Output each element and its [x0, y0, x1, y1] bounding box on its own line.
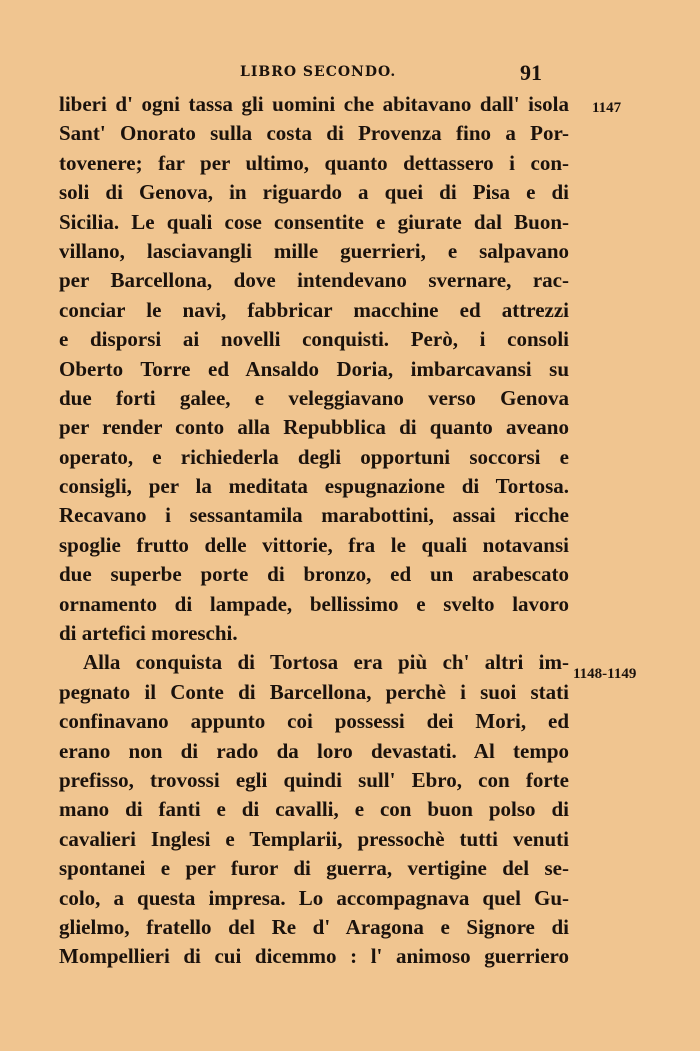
text-line: villano, lasciavangli mille guerrieri, e salpavano: [59, 238, 569, 263]
text-line: erano non di rado da loro devastati. Al tempo: [59, 738, 569, 763]
text-line: Mompellieri di cui dicemmo : l' animoso guerriero: [59, 944, 569, 969]
text-line: prefisso, trovossi egli quindi sull' Ebro, con forte: [59, 767, 569, 792]
text-line: confinavano appunto coi possessi dei Mori, ed: [59, 709, 569, 734]
text-line: colo, a questa impresa. Lo accompagnava quel Gu-: [59, 885, 569, 910]
page-number: 91: [520, 60, 542, 85]
text-line: glielmo, fratello del Re d' Aragona e Signore di: [59, 914, 569, 939]
text-line: mano di fanti e di cavalli, e con buon polso di: [59, 797, 569, 822]
text-line: tovenere; far per ultimo, quanto dettassero i con-: [59, 150, 569, 175]
text-line: e disporsi ai novelli conquisti. Però, i consoli: [59, 327, 569, 352]
text-line: consigli, per la meditata espugnazione di Tortosa.: [59, 474, 569, 499]
text-line: Sant' Onorato sulla costa di Provenza fino a Por-: [59, 121, 569, 146]
text-line: liberi d' ogni tassa gli uomini che abitavano dall' isola: [59, 92, 569, 116]
text-line: soli di Genova, in riguardo a quei di Pisa e di: [59, 180, 569, 205]
text-line: ornamento di lampade, bellissimo e svelto lavoro: [59, 591, 569, 616]
text-line: per Barcellona, dove intendevano svernare, rac-: [59, 268, 569, 293]
text-line: conciar le navi, fabbricar macchine ed attrezzi: [59, 297, 569, 322]
paragraph-last-line: di artefici moreschi.: [59, 621, 238, 646]
body-text: [59, 90, 569, 972]
text-line: Oberto Torre ed Ansaldo Doria, imbarcavansi su: [59, 356, 569, 381]
text-line: spontanei e per furor di guerra, vertigine del se-: [59, 856, 569, 881]
text-line: pegnato il Conte di Barcellona, perchè i suoi stati: [59, 679, 569, 704]
text-line: Recavano i sessantamila marabottini, assai ricche: [59, 503, 569, 528]
page-header: [0, 60, 700, 86]
text-line: operato, e richiederla degli opportuni soccorsi e: [59, 444, 569, 469]
text-line: Sicilia. Le quali cose consentite e giurate dal Buon-: [59, 209, 569, 234]
text-line: due forti galee, e veleggiavano verso Genova: [59, 385, 569, 410]
margin-year-note: 1147: [592, 100, 622, 116]
margin-year-note: 1148-1149: [573, 666, 637, 682]
text-line: per render conto alla Repubblica di quanto aveano: [59, 415, 569, 440]
text-line: due superbe porte di bronzo, ed un arabescato: [59, 562, 569, 587]
running-title: LIBRO SECONDO.: [240, 64, 397, 80]
text-line: spoglie frutto delle vittorie, fra le quali notavansi: [59, 532, 569, 557]
paragraph-first-line: Alla conquista di Tortosa era più ch' altri im-: [83, 650, 569, 675]
text-line: cavalieri Inglesi e Templarii, pressochè tutti venuti: [59, 826, 569, 851]
